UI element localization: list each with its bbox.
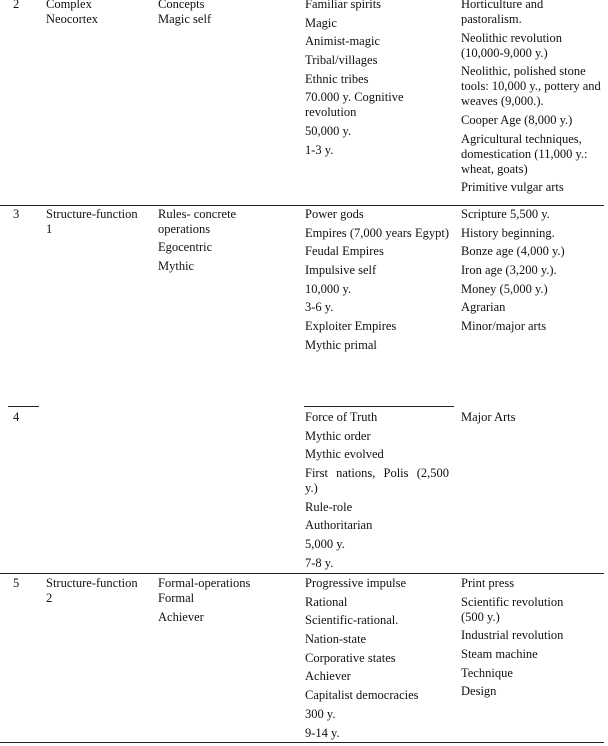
cell-text: Impulsive self	[305, 263, 377, 278]
cell-text: Mythic evolved	[305, 447, 384, 462]
row-number	[13, 0, 33, 12]
cell-text: Mythic order	[305, 428, 371, 443]
cell-text: Rational	[305, 594, 348, 609]
cell-text: Empires (7,000 years Egypt)	[305, 225, 449, 240]
cell-text: Authoritarian	[305, 518, 373, 533]
cell-text: Feudal Empires	[305, 244, 384, 259]
society-cell	[305, 576, 449, 744]
cell-text: Iron age (3,200 y.).	[461, 263, 557, 278]
cell-text: Force of Truth	[305, 410, 378, 424]
cell-text: Print press	[461, 576, 515, 590]
cell-text: Rule-role	[305, 499, 353, 514]
cell-text: 1	[46, 222, 53, 236]
cell-text: First nations, Polis (2,500 y.)	[305, 466, 449, 496]
row-number-text: 4	[13, 410, 20, 424]
cell-text: Agricultural techniques, domestication (11,000 y.: wheat, goats)	[461, 131, 588, 176]
cell-text: History beginning.	[461, 225, 555, 240]
society-cell	[305, 207, 449, 357]
table-bottom-border	[0, 742, 604, 743]
cell-text: 300 y.	[305, 706, 336, 721]
cell-text: Neolithic, polished stone tools: 10,000 y., pottery and weaves (9,000.).	[461, 64, 601, 109]
operations-cell	[158, 576, 296, 629]
cell-text: Rules- concrete operations	[158, 207, 237, 236]
cell-text: Agrarian	[461, 300, 506, 315]
society-cell	[305, 410, 449, 575]
technology-cell	[461, 207, 601, 338]
cell-text: Corporative states	[305, 650, 396, 665]
row-divider-stub	[8, 406, 39, 407]
technology-cell	[461, 410, 601, 429]
cell-text: Design	[461, 684, 497, 699]
cell-text: Animist-magic	[305, 34, 380, 49]
row-number-text: 5	[13, 576, 20, 590]
technology-cell	[461, 0, 601, 199]
cell-text: Bonze age (4,000 y.)	[461, 244, 565, 259]
cell-text: Magic self	[158, 12, 212, 26]
cell-text: 2	[46, 591, 53, 605]
row-number-text: 2	[13, 0, 20, 11]
technology-cell	[461, 576, 601, 703]
cell-text: Capitalist democracies	[305, 688, 419, 703]
cell-text: Egocentric	[158, 240, 213, 254]
operations-cell	[158, 207, 296, 277]
cell-text: Money (5,000 y.)	[461, 281, 548, 296]
cell-text: Mythic	[158, 258, 195, 273]
row-divider-partial	[304, 406, 454, 407]
cell-text: Horticulture and pastoralism.	[461, 0, 544, 26]
structure-cell	[46, 207, 152, 237]
cell-text: Steam machine	[461, 647, 538, 662]
cell-text: 10,000 y.	[305, 281, 352, 296]
cell-text: Technique	[461, 665, 513, 680]
cell-text: Progressive impulse	[305, 576, 407, 590]
structure-cell	[46, 0, 152, 27]
cell-text: Primitive vulgar arts	[461, 180, 564, 195]
cell-text: 5,000 y.	[305, 537, 345, 552]
cell-text: Achiever	[158, 610, 204, 624]
cell-text: 1-3 y.	[305, 142, 334, 157]
row-divider	[0, 573, 604, 574]
row-number	[13, 576, 33, 591]
cell-text: Formal-operations	[158, 576, 251, 590]
row-divider	[0, 205, 604, 206]
cell-text: Cooper Age (8,000 y.)	[461, 113, 573, 128]
cell-text: 50,000 y.	[305, 124, 352, 139]
cell-text: Concepts	[158, 0, 205, 11]
cell-text: Nation-state	[305, 632, 367, 647]
cell-text: Exploiter Empires	[305, 319, 397, 334]
cell-text: Complex	[46, 0, 92, 11]
cell-text: Major Arts	[461, 410, 516, 424]
operations-cell	[158, 0, 296, 27]
cell-text: 3-6 y.	[305, 300, 334, 315]
row-number	[13, 410, 33, 425]
cell-text: Industrial revolution	[461, 628, 564, 643]
cell-text: Structure-function	[46, 207, 138, 221]
cell-text: Formal	[158, 591, 195, 605]
row-number-text: 3	[13, 207, 20, 221]
cell-text: Mythic primal	[305, 337, 377, 352]
cell-text: 7-8 y.	[305, 555, 334, 570]
cell-text: Ethnic tribes	[305, 71, 369, 86]
cell-text: Power gods	[305, 207, 364, 221]
cell-text: Familiar spirits	[305, 0, 382, 11]
cell-text: 9-14 y.	[305, 725, 340, 740]
cell-text: Scientific revolution (500 y.)	[461, 594, 564, 624]
cell-text: Minor/major arts	[461, 319, 547, 334]
cell-text: Neolithic revolution (10,000-9,000 y.)	[461, 30, 563, 60]
cell-text: Scripture 5,500 y.	[461, 207, 550, 221]
cell-text: Scientific-rational.	[305, 613, 399, 628]
cell-text: 70.000 y. Cognitive revolution	[305, 90, 404, 120]
row-number	[13, 207, 33, 222]
cell-text: Neocortex	[46, 12, 99, 26]
society-cell	[305, 0, 449, 162]
cell-text: Structure-function	[46, 576, 138, 590]
cell-text: Tribal/villages	[305, 53, 378, 68]
cell-text: Achiever	[305, 669, 351, 684]
cell-text: Magic	[305, 15, 337, 30]
structure-cell	[46, 576, 152, 606]
